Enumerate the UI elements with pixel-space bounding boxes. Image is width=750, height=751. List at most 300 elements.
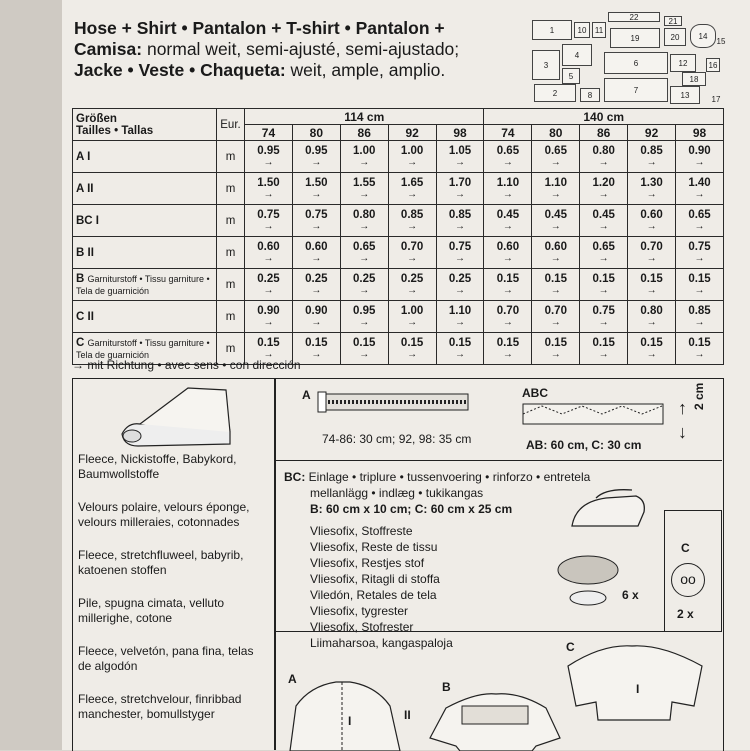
cell-value: 0.15 (448, 337, 472, 349)
table-cell (245, 237, 293, 269)
table-cell (340, 205, 388, 237)
direction-arrow-icon: → (455, 349, 465, 360)
piece-22: 22 (608, 12, 660, 22)
direction-arrow-icon: → (407, 189, 418, 200)
cell-value: 0.70 (544, 305, 567, 317)
direction-arrow-icon: → (359, 349, 370, 360)
table-cell (676, 205, 724, 237)
direction-arrow-icon: → (359, 285, 370, 296)
cell-value: 0.60 (496, 241, 520, 253)
table-cell (580, 205, 628, 237)
cell-value: 0.95 (353, 305, 376, 317)
bc-label: BC: (284, 470, 306, 484)
direction-arrow-icon: → (263, 349, 274, 360)
binding-spine (0, 0, 63, 750)
direction-arrow-icon: → (550, 189, 561, 200)
table-cell (532, 173, 580, 205)
cell-value: 0.60 (257, 241, 280, 253)
direction-arrow-icon: → (646, 317, 657, 328)
direction-arrow-icon: → (311, 253, 322, 264)
piece-12: 12 (670, 54, 696, 72)
zipper-ribbing-section (276, 380, 722, 461)
table-cell (436, 205, 484, 237)
row-label-text: C (76, 336, 85, 349)
cell-value: 0.45 (544, 209, 567, 221)
tshirt-c-illustration (562, 636, 712, 726)
direction-arrow-icon: → (311, 285, 322, 296)
row-unit: m (217, 205, 245, 237)
row-unit: m (217, 173, 245, 205)
row-note: Garniturstoff • Tissu garniture • Tela de guarnición (76, 273, 210, 296)
cell-value: 1.40 (688, 177, 711, 189)
table-cell (532, 205, 580, 237)
table-cell (245, 141, 293, 173)
fabric-requirements-table (72, 108, 724, 365)
direction-arrow-icon: → (407, 157, 418, 168)
table-cell (388, 333, 436, 365)
cell-value: 0.75 (592, 305, 615, 317)
table-cell (292, 173, 340, 205)
piece-1: 1 (532, 20, 572, 40)
cell-value: 1.50 (305, 177, 328, 189)
snap-fasteners-illustration (556, 552, 636, 612)
direction-arrow-icon: → (311, 157, 322, 168)
cell-value: 1.00 (353, 145, 376, 157)
cell-value: 1.10 (544, 177, 567, 189)
width-114-header: 114 cm (245, 109, 484, 125)
table-cell (580, 173, 628, 205)
direction-arrow-icon: → (407, 221, 418, 232)
piece-19: 19 (610, 28, 660, 48)
bc-dimensions: B: 60 cm x 10 cm; C: 60 cm x 25 cm (310, 502, 513, 516)
title-line-3-bold: Jacke • Veste • Chaqueta: (74, 60, 286, 80)
direction-arrow-icon: → (550, 157, 561, 168)
cell-value: 0.65 (592, 241, 615, 253)
table-cell (532, 301, 580, 333)
row-label (73, 237, 217, 269)
cell-value: 0.25 (353, 273, 376, 285)
piece-8: 8 (580, 88, 600, 102)
cell-value: 1.70 (448, 177, 472, 189)
table-row (73, 269, 724, 301)
shirt-b-illustration (426, 688, 566, 751)
row-label (73, 269, 217, 301)
title-line-2-bold: Camisa: (74, 39, 143, 59)
direction-arrow-icon: → (502, 221, 513, 232)
piece-7: 7 (604, 78, 668, 102)
size-header-cell: 92 (388, 125, 436, 141)
direction-arrow-icon: → (550, 221, 561, 232)
ribbing-width: 2 cm (692, 382, 706, 410)
direction-arrow-icon: → (455, 157, 465, 168)
cell-value: 0.15 (496, 273, 520, 285)
page-title (74, 18, 524, 81)
direction-arrow-icon: → (550, 317, 561, 328)
fabric-suggestion: Fleece, stretchfluweel, babyrib, katoenen stoffen (78, 548, 244, 577)
direction-arrow-icon: → (263, 189, 274, 200)
piece-ii-label: II (404, 708, 411, 722)
table-cell (245, 205, 293, 237)
direction-arrow-icon: → (694, 189, 705, 200)
row-label (73, 205, 217, 237)
cell-value: 1.10 (496, 177, 520, 189)
cell-value: 0.85 (688, 305, 711, 317)
size-header-cell: 80 (292, 125, 340, 141)
row-label-text: BC I (76, 214, 99, 227)
row-label-text: A I (76, 150, 91, 163)
vliesofix-item: Vliesofix, Reste de tissu (310, 540, 438, 554)
cell-value: 0.75 (305, 209, 328, 221)
cell-value: 0.70 (640, 241, 663, 253)
direction-arrow-icon: → (598, 157, 609, 168)
cell-value: 0.15 (544, 337, 567, 349)
table-cell (580, 237, 628, 269)
direction-arrow-icon: → (263, 285, 274, 296)
row-note: Garniturstoff • Tissu garniture • Tela de guarnición (76, 337, 210, 360)
table-cell (388, 269, 436, 301)
fabric-suggestion: Velours polaire, velours éponge, velours milleraies, cotonnades (78, 500, 250, 529)
direction-arrow-icon: → (263, 317, 274, 328)
direction-arrow-icon: → (598, 317, 609, 328)
cell-value: 1.05 (448, 145, 472, 157)
direction-arrow-icon: → (646, 349, 657, 360)
direction-arrow-icon: → (311, 189, 322, 200)
direction-arrow-icon: → (359, 189, 370, 200)
button-count: 2 x (677, 607, 694, 621)
piece-21: 21 (664, 16, 682, 26)
fabric-suggestion: Fleece, Nickistoffe, Babykord, Baumwollstoffe (78, 452, 237, 481)
size-header-cell: 98 (676, 125, 724, 141)
direction-arrow-icon: → (455, 253, 465, 264)
cell-value: 0.15 (305, 337, 328, 349)
table-cell (340, 141, 388, 173)
cell-value: 0.95 (305, 145, 328, 157)
direction-arrow-icon: → (359, 157, 370, 168)
table-cell (292, 205, 340, 237)
cell-value: 0.15 (640, 273, 663, 285)
direction-arrow-icon: → (455, 221, 465, 232)
table-cell (676, 301, 724, 333)
direction-arrow-icon: → (311, 221, 322, 232)
piece-3: 3 (532, 50, 560, 80)
table-cell (436, 333, 484, 365)
zipper-illustration (316, 390, 476, 414)
table-cell (292, 237, 340, 269)
cell-value: 0.80 (592, 145, 615, 157)
cell-value: 0.25 (305, 273, 328, 285)
table-cell (484, 205, 532, 237)
direction-arrow-icon: → (502, 349, 513, 360)
button-view-label: C (681, 541, 690, 555)
cell-value: 0.15 (257, 337, 280, 349)
arrow-down-icon: ↓ (678, 422, 687, 442)
table-cell (436, 237, 484, 269)
table-cell (676, 333, 724, 365)
direction-arrow-icon: → (694, 157, 705, 168)
direction-arrow-icon: → (359, 317, 370, 328)
table-cell (676, 141, 724, 173)
table-cell (628, 301, 676, 333)
cell-value: 1.20 (592, 177, 615, 189)
direction-arrow-icon: → (502, 285, 513, 296)
direction-arrow-icon: → (646, 285, 657, 296)
direction-arrow-icon: → (502, 317, 513, 328)
row-label-text: A II (76, 182, 94, 195)
sizes-label-fr-es: Tailles • Tallas (76, 124, 154, 137)
direction-arrow-icon: → (598, 221, 609, 232)
table-cell (628, 237, 676, 269)
table-cell (628, 173, 676, 205)
table-cell (484, 269, 532, 301)
vliesofix-item: Vliesofix, Restjes stof (310, 556, 425, 570)
direction-arrow-icon: → (263, 157, 274, 168)
fabric-roll-illustration (118, 382, 238, 452)
cell-value: 0.25 (400, 273, 424, 285)
piece-10: 10 (574, 22, 590, 38)
cell-value: 0.75 (448, 241, 472, 253)
fabric-suggestion: Pile, spugna cimata, velluto millerighe, cotone (78, 596, 225, 625)
table-cell (532, 141, 580, 173)
table-cell (676, 173, 724, 205)
jacket-illustration (280, 676, 410, 751)
row-unit: m (217, 141, 245, 173)
cell-value: 0.25 (448, 273, 472, 285)
direction-arrow-icon: → (550, 253, 561, 264)
title-line-2: normal weit, semi-ajusté, semi-ajustado; (142, 39, 460, 59)
table-row (73, 141, 724, 173)
table-cell (388, 205, 436, 237)
table-cell (436, 141, 484, 173)
cell-value: 0.60 (544, 241, 567, 253)
size-header-cell: 80 (532, 125, 580, 141)
piece-11: 11 (592, 22, 606, 38)
table-cell (340, 237, 388, 269)
table-cell (436, 173, 484, 205)
cell-value: 0.15 (400, 337, 424, 349)
size-header-label (73, 109, 217, 141)
cell-value: 0.15 (592, 337, 615, 349)
table-cell (484, 237, 532, 269)
vliesofix-item: Vliesofix, Stoffreste (310, 524, 413, 538)
table-cell (580, 141, 628, 173)
cell-value: 0.60 (640, 209, 663, 221)
direction-arrow-icon: → (694, 317, 705, 328)
piece-5: 5 (562, 68, 580, 84)
direction-arrow-icon: → (502, 157, 513, 168)
arrow-up-icon: ↑ (678, 398, 687, 418)
button-icon: oo (671, 563, 705, 597)
direction-arrow-icon: → (407, 317, 418, 328)
fabric-suggestion: Fleece, velvetón, pana fina, telas de algodón (78, 644, 254, 673)
direction-arrow-icon: → (646, 253, 657, 264)
table-row (73, 237, 724, 269)
fabric-suggestion: Fleece, stretchvelour, finribbad manchester, bomullstyger (78, 692, 242, 721)
ribbing-label: ABC (522, 386, 548, 400)
table-cell (484, 173, 532, 205)
cell-value: 0.90 (688, 145, 711, 157)
piece-20: 20 (664, 28, 686, 46)
row-label-text: B II (76, 246, 94, 259)
table-cell (340, 173, 388, 205)
piece-14: 14 (690, 24, 716, 48)
zipper-length: 74-86: 30 cm; 92, 98: 35 cm (322, 432, 472, 446)
row-label (73, 173, 217, 205)
vliesofix-item: Vliesofix, Ritagli di stoffa (310, 572, 440, 586)
table-cell (436, 269, 484, 301)
direction-arrow-icon: → (311, 317, 322, 328)
cell-value: 0.15 (688, 273, 711, 285)
cell-value: 1.10 (448, 305, 472, 317)
row-unit: m (217, 301, 245, 333)
table-cell (484, 141, 532, 173)
cell-value: 0.85 (640, 145, 663, 157)
direction-arrow-icon: → (455, 317, 465, 328)
title-line-1: Hose + Shirt • Pantalon + T-shirt • Pantalon + (74, 18, 445, 38)
cell-value: 1.55 (353, 177, 376, 189)
vliesofix-item: Liimaharsoa, kangaspaloja (310, 636, 453, 650)
table-row (73, 205, 724, 237)
garment-views (276, 631, 722, 751)
view-c-label: C (566, 640, 575, 654)
direction-arrow-icon: → (550, 349, 561, 360)
piece-2: 2 (534, 84, 576, 102)
bc-line-2: mellanlägg • indlæg • tukikangas (310, 486, 484, 500)
table-cell (484, 301, 532, 333)
cell-value: 0.80 (353, 209, 376, 221)
width-140-header: 140 cm (484, 109, 724, 125)
direction-arrow-icon: → (694, 349, 705, 360)
row-unit: m (217, 237, 245, 269)
table-cell (484, 333, 532, 365)
piece-i-label: I (348, 714, 352, 728)
table-cell (388, 301, 436, 333)
row-unit: m (217, 269, 245, 301)
size-header-cell: 74 (484, 125, 532, 141)
direction-arrow-icon: → (359, 221, 370, 232)
cell-value: 0.65 (353, 241, 376, 253)
piece-4: 4 (562, 44, 592, 66)
view-a-label: A (288, 672, 297, 686)
zipper-view-label: A (302, 388, 311, 402)
direction-arrow-icon: → (646, 189, 657, 200)
direction-arrow-icon: → (455, 285, 465, 296)
cell-value: 0.15 (496, 337, 520, 349)
direction-arrow-icon: → (598, 285, 609, 296)
cell-value: 0.45 (496, 209, 520, 221)
row-label (73, 141, 217, 173)
vliesofix-item: Vliesofix, tygrester (310, 604, 409, 618)
table-cell (292, 301, 340, 333)
table-cell (436, 301, 484, 333)
direction-arrow-icon: → (311, 349, 322, 360)
direction-arrow-icon: → (598, 189, 609, 200)
row-label-text: B (76, 272, 85, 285)
table-cell (245, 173, 293, 205)
row-unit: m (217, 333, 245, 365)
row-label-text: C II (76, 310, 94, 323)
table-cell (388, 141, 436, 173)
cell-value: 0.45 (592, 209, 615, 221)
table-cell (580, 333, 628, 365)
direction-arrow-icon: → (694, 221, 705, 232)
table-cell (532, 237, 580, 269)
ribbing-illustration (522, 402, 668, 426)
table-cell (340, 269, 388, 301)
cell-value: 0.75 (257, 209, 280, 221)
direction-arrow-icon: → (455, 189, 465, 200)
piece-17: 17 (711, 94, 721, 104)
direction-arrow-icon: → (694, 253, 705, 264)
cell-value: 0.80 (640, 305, 663, 317)
direction-arrow-icon: → (550, 285, 561, 296)
title-line-3: weit, ample, amplio. (285, 60, 446, 80)
piece-15: 15 (716, 36, 726, 46)
cell-value: 0.70 (400, 241, 424, 253)
piece-18: 18 (682, 72, 706, 86)
piece-16: 16 (706, 58, 720, 72)
table-cell (580, 269, 628, 301)
cell-value: 0.85 (448, 209, 472, 221)
vliesofix-item: Vliesofix, Stofrester (310, 620, 414, 634)
cell-value: 0.65 (544, 145, 567, 157)
cell-value: 1.00 (400, 305, 424, 317)
cell-value: 0.95 (257, 145, 280, 157)
cell-value: 0.15 (592, 273, 615, 285)
piece-13: 13 (670, 86, 700, 104)
cell-value: 1.50 (257, 177, 280, 189)
direction-arrow-icon: → (694, 285, 705, 296)
direction-note: → mit Richtung • avec sens • con dirección (72, 358, 301, 372)
table-cell (245, 301, 293, 333)
cell-value: 0.70 (496, 305, 520, 317)
cell-value: 0.65 (496, 145, 520, 157)
table-cell (580, 301, 628, 333)
iron-illustration (566, 488, 656, 534)
table-cell (292, 269, 340, 301)
sizes-label: Größen (76, 112, 117, 125)
size-header-cell: 92 (628, 125, 676, 141)
direction-arrow-icon: → (598, 253, 609, 264)
direction-arrow-icon: → (263, 253, 274, 264)
table-cell (340, 333, 388, 365)
table-cell (676, 237, 724, 269)
direction-arrow-icon: → (359, 253, 370, 264)
direction-arrow-icon: → (502, 253, 513, 264)
vliesofix-item: Viledón, Retales de tela (310, 588, 437, 602)
direction-arrow-icon: → (598, 349, 609, 360)
direction-arrow-icon: → (502, 189, 513, 200)
row-label (73, 301, 217, 333)
cell-value: 0.15 (688, 337, 711, 349)
direction-arrow-icon: → (407, 285, 418, 296)
cell-value: 0.60 (305, 241, 328, 253)
table-cell (628, 205, 676, 237)
cell-value: 0.85 (400, 209, 424, 221)
size-header-cell: 74 (245, 125, 293, 141)
cell-value: 0.65 (688, 209, 711, 221)
table-cell (676, 269, 724, 301)
ribbing-dims: AB: 60 cm, C: 30 cm (526, 438, 642, 452)
table-cell (532, 269, 580, 301)
direction-arrow-icon: → (646, 221, 657, 232)
piece-6: 6 (604, 52, 668, 74)
table-cell (340, 301, 388, 333)
table-cell (245, 269, 293, 301)
table-row (73, 301, 724, 333)
cell-value: 1.65 (400, 177, 424, 189)
cell-value: 0.15 (640, 337, 663, 349)
cell-value: 0.25 (257, 273, 280, 285)
